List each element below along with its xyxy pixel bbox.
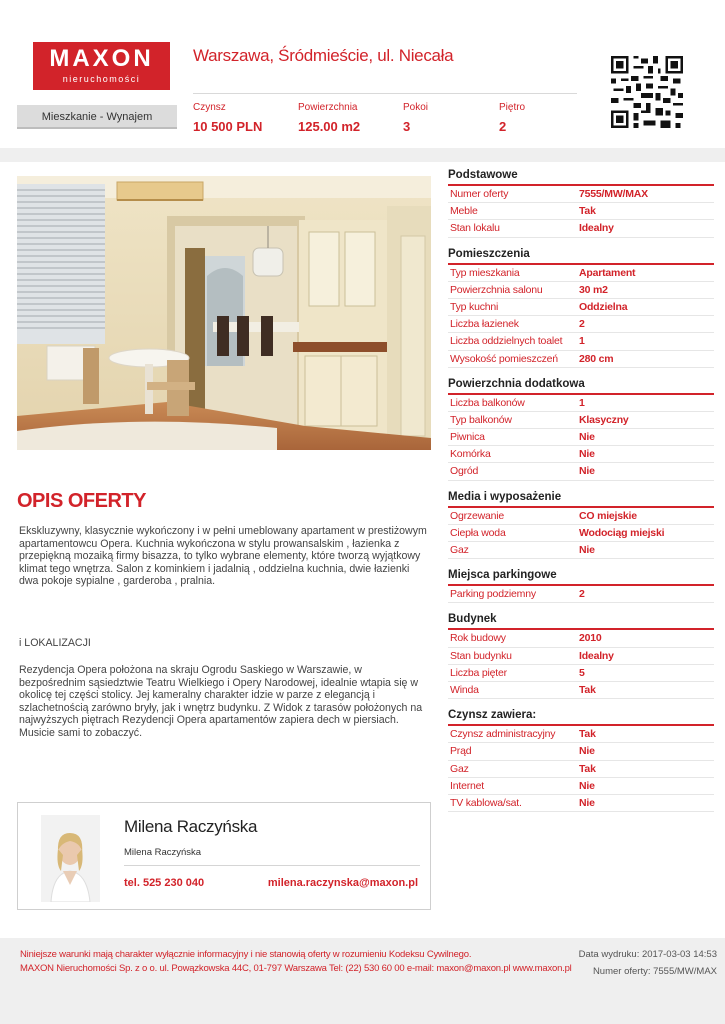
spec-row — [448, 542, 714, 559]
spec-key: Liczba balkonów — [450, 396, 525, 409]
stat-value: 2 — [499, 119, 507, 134]
spec-row — [448, 463, 714, 480]
spec-value: Tak — [579, 728, 596, 741]
stat-floor — [499, 102, 525, 136]
spec-row — [448, 282, 714, 299]
spec-value: Idealny — [579, 222, 614, 235]
spec-value: Nie — [579, 448, 595, 461]
spec-key: Powierzchnia salonu — [450, 283, 543, 296]
spec-row — [448, 743, 714, 760]
spec-section — [448, 377, 714, 481]
spec-value: 2 — [579, 318, 585, 331]
spec-row — [448, 299, 714, 316]
spec-key: Ogrzewanie — [450, 509, 505, 522]
spec-key: Czynsz administracyjny — [450, 728, 556, 741]
spec-row — [448, 630, 714, 647]
agent-email-link[interactable]: milena.raczynska@maxon.pl — [267, 877, 418, 889]
offer-type-badge: Mieszkanie - Wynajem — [17, 105, 177, 129]
spec-value: Nie — [579, 544, 595, 556]
spec-key: Typ balkonów — [450, 413, 512, 426]
footer-disclaimer: Niniejsze warunki mają charakter wyłącznie informacyjny i nie stanowią oferty w rozumieniu Kodeksu Cywilnego. — [20, 949, 472, 960]
logo-brand: MAXON — [49, 45, 154, 72]
spec-key: Meble — [450, 205, 478, 218]
agent-avatar — [41, 815, 100, 902]
spec-value: Apartament — [579, 266, 636, 279]
spec-key: Typ mieszkania — [450, 266, 520, 279]
spec-section-title: Pomieszczenia — [448, 247, 714, 265]
divider — [193, 93, 577, 94]
spec-value: Nie — [579, 431, 595, 444]
spec-key: Internet — [450, 779, 485, 792]
footer-issue-date: Data wydruku: 2017-03-03 14:53 — [578, 949, 717, 960]
spec-value: Tak — [579, 683, 596, 696]
spec-value: 1 — [579, 396, 585, 409]
spec-section — [448, 568, 714, 603]
stat-value: 3 — [403, 119, 411, 134]
specs-panel — [448, 168, 714, 812]
spec-value: Nie — [579, 745, 595, 758]
spec-value: 1 — [579, 335, 585, 348]
spec-value: Oddzielna — [579, 300, 628, 313]
location-paragraph: Rezydencja Opera położona na skraju Ogrodu Saskiego w Warszawie, w bezpośrednim sąsiedztwie Teatru Wielkiego i Opery Narodowej, idealnie wtapia się w okolicę tej części stolicy. Jej kameralny charakter idzie w parze z elegancją i szlachetnością zarówno bryły, jak i wnętrz budynku. Z Widok z tarasów położonych na najwyższych piętrach Rezydencji Opera apartamentów zapiera dech w piersiach. Musicie sami to zobaczyć. — [19, 664, 423, 739]
spec-section — [448, 247, 714, 368]
spec-key: Typ kuchni — [450, 300, 499, 313]
spec-key: Gaz — [450, 544, 469, 556]
stat-rooms — [403, 102, 428, 136]
page-header — [0, 0, 725, 148]
spec-value: 5 — [579, 666, 585, 679]
spec-key: Numer oferty — [450, 188, 509, 200]
spec-row — [448, 525, 714, 542]
footer-company-info: MAXON Nieruchomości Sp. z o o. ul. Powązkowska 44C, 01-797 Warszawa Tel: (22) 530 60 00 e-mail: maxon@maxon.pl www.maxon.pl — [20, 963, 572, 974]
footer-offer-number: Numer oferty: 7555/MW/MAX — [592, 966, 717, 977]
agent-subtitle: Milena Raczyńska — [124, 847, 202, 858]
spec-key: Ciepła woda — [450, 526, 506, 539]
description-paragraph: Ekskluzywny, klasycznie wykończony i w pełni umeblowany apartament w prestiżowym apartamentowcu Opera. Kuchnia wykończona w stylu prowansalskim , łazienka z przepiękną mozaiką firmy bisazza, to tylko wybrane elementy, które tworzą wyjątkowy klimat tego wnętrza. Salon z kominkiem i jadalnią , oddzielna kuchnia, dwie łazienki dwa pokoje sypialne , garderoba , pralnia. — [19, 525, 427, 588]
spec-value: Tak — [579, 762, 596, 775]
spec-row — [448, 446, 714, 463]
stat-value: 125.00 m2 — [298, 119, 361, 134]
spec-key: Piwnica — [450, 431, 485, 444]
spec-value: 2 — [579, 588, 585, 601]
stat-label: Pokoi — [403, 102, 429, 113]
spec-value: Nie — [579, 796, 595, 809]
spec-row — [448, 351, 714, 368]
spec-section-title: Budynek — [448, 612, 714, 630]
spec-key: Winda — [450, 683, 479, 696]
spec-key: Prąd — [450, 745, 472, 758]
agent-name: Milena Raczyńska — [124, 817, 258, 836]
spec-row — [448, 682, 714, 699]
spec-key: Komórka — [450, 448, 491, 461]
stat-area — [298, 102, 360, 136]
logo-subtitle: nieruchomości — [62, 74, 141, 84]
spec-row — [448, 265, 714, 282]
qr-code-icon[interactable] — [611, 56, 683, 128]
spec-key: TV kablowa/sat. — [450, 796, 522, 809]
property-photo[interactable] — [17, 176, 431, 450]
spec-value: CO miejskie — [579, 509, 637, 522]
spec-row — [448, 186, 714, 203]
spec-key: Parking podziemny — [450, 588, 536, 601]
spec-row — [448, 333, 714, 350]
spec-section — [448, 612, 714, 699]
spec-key: Rok budowy — [450, 632, 506, 645]
stat-label: Piętro — [499, 102, 526, 113]
spec-value: 7555/MW/MAX — [579, 188, 648, 200]
spec-row — [448, 316, 714, 333]
stat-rent — [193, 102, 262, 136]
spec-value: Idealny — [579, 649, 614, 662]
spec-key: Stan budynku — [450, 649, 512, 662]
agent-phone-link[interactable]: tel. 525 230 040 — [124, 877, 205, 889]
spec-key: Ogród — [450, 465, 479, 478]
spec-row — [448, 220, 714, 237]
header-divider-band — [0, 148, 725, 162]
spec-key: Liczba pięter — [450, 666, 507, 679]
spec-value: 280 cm — [579, 352, 614, 365]
stat-label: Czynsz — [193, 102, 226, 113]
spec-value: 30 m2 — [579, 283, 608, 296]
spec-row — [448, 412, 714, 429]
spec-value: Nie — [579, 465, 595, 478]
spec-key: Stan lokalu — [450, 222, 500, 235]
spec-value: Klasyczny — [579, 413, 629, 426]
spec-value: 2010 — [579, 632, 602, 645]
spec-section — [448, 708, 714, 812]
description-title: OPIS OFERTY — [17, 490, 146, 512]
spec-row — [448, 395, 714, 412]
spec-section-title: Czynsz zawiera: — [448, 708, 714, 726]
spec-row — [448, 508, 714, 525]
agent-card — [17, 802, 431, 910]
spec-section-title: Podstawowe — [448, 168, 714, 186]
spec-section-title: Powierzchnia dodatkowa — [448, 377, 714, 395]
spec-row — [448, 761, 714, 778]
spec-row — [448, 429, 714, 446]
spec-section-title: Media i wyposażenie — [448, 490, 714, 508]
maxon-logo[interactable] — [33, 42, 170, 90]
spec-section — [448, 168, 714, 238]
stat-label: Powierzchnia — [298, 102, 358, 113]
spec-value: Nie — [579, 779, 595, 792]
spec-key: Gaz — [450, 762, 469, 775]
spec-row — [448, 203, 714, 220]
spec-row — [448, 726, 714, 743]
spec-value: Tak — [579, 205, 596, 218]
spec-section — [448, 490, 714, 560]
divider — [124, 865, 420, 866]
location-heading: i LOKALIZACJI — [19, 637, 91, 649]
spec-row — [448, 586, 714, 603]
spec-row — [448, 795, 714, 812]
spec-row — [448, 648, 714, 665]
spec-key: Wysokość pomieszczeń — [450, 352, 558, 365]
spec-key: Liczba łazienek — [450, 318, 519, 331]
spec-row — [448, 665, 714, 682]
property-address: Warszawa, Śródmieście, ul. Niecała — [193, 46, 454, 65]
spec-value: Wodociąg miejski — [579, 526, 665, 539]
spec-section-title: Miejsca parkingowe — [448, 568, 714, 586]
spec-row — [448, 778, 714, 795]
stat-value: 10 500 PLN — [193, 119, 263, 134]
page-footer — [0, 938, 725, 1024]
spec-key: Liczba oddzielnych toalet — [450, 335, 563, 348]
